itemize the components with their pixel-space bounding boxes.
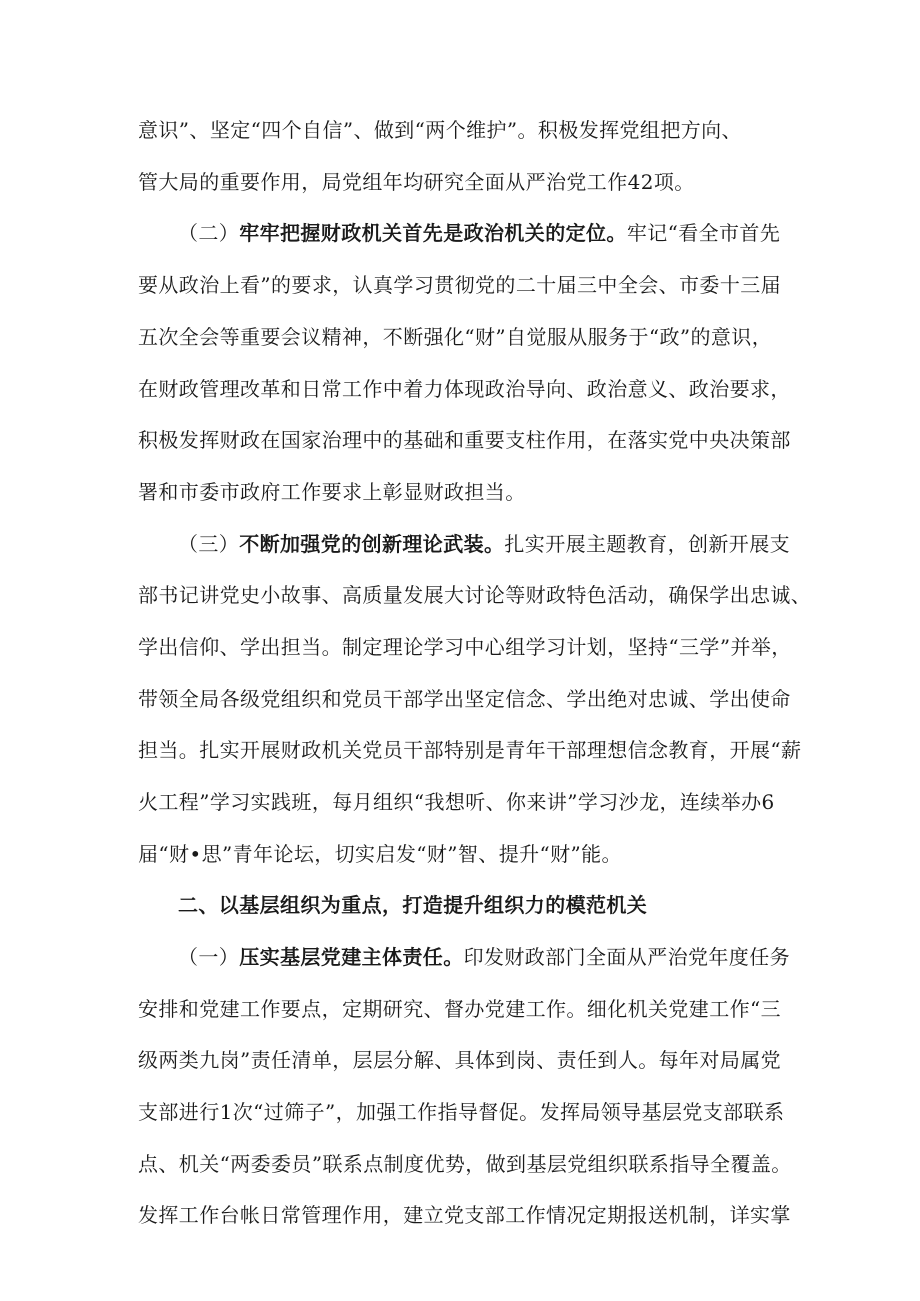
paragraph-line: 安排和党建工作要点，定期研究、督办党建工作。细化机关党建工作“三 [138,997,782,1021]
paragraph-line: 届“财•思”青年论坛，切实启发“财”智、提升“财”能。 [138,842,622,866]
section-number: （二） [178,221,240,245]
section-number: （一） [178,945,240,969]
section-heading: 二、以基层组织为重点，打造提升组织力的模范机关 [178,893,648,917]
paragraph-line [178,216,798,250]
bold-heading: 压实基层党建主体责任。 [239,945,464,969]
paragraph-line: 意识”、坚定“四个自信”、做到“两个维护”。积极发挥党组把方向、 [138,118,742,142]
paragraph-line: 在财政管理改革和日常工作中着力体现政治导向、政治意义、政治要求， [138,377,791,401]
paragraph-line: 学出信仰、学出担当。制定理论学习中心组学习计划，坚持“三学”并举， [138,635,792,659]
paragraph-line [178,527,798,561]
paragraph-text: 印发财政部门全面从严治党年度任务 [463,945,791,969]
paragraph-line: 署和市委市政府工作要求上彰显财政担当。 [138,480,526,504]
paragraph-line: 五次全会等重要会议精神，不断强化“财”自觉服从服务于“政”的意识， [138,325,773,349]
bold-heading: 不断加强党的创新理论武装。 [239,532,505,556]
paragraph-line: 担当。扎实开展财政机关党员干部特别是青年干部理想信念教育，开展“薪 [138,738,802,762]
section-number: （三） [178,532,240,556]
paragraph-line: 发挥工作台帐日常管理作用，建立党支部工作情况定期报送机制，详实掌 [138,1203,791,1227]
paragraph-line: 积极发挥财政在国家治理中的基础和重要支柱作用，在落实党中央决策部 [138,428,791,452]
paragraph-line: 部书记讲党史小故事、高质量发展大讨论等财政特色活动，确保学出忠诚、 [138,583,812,607]
paragraph-line: 带领全局各级党组织和党员干部学出坚定信念、学出绝对忠诚、学出使命 [138,687,791,711]
paragraph-line: 点、机关“两委委员”联系点制度优势，做到基层党组织联系指导全覆盖。 [138,1152,792,1176]
paragraph-line: 级两类九岗”责任清单，层层分解、具体到岗、责任到人。每年对局属党 [138,1048,782,1072]
bold-heading: 牢牢把握财政机关首先是政治机关的定位。 [239,221,627,245]
paragraph-line: 管大局的重要作用，局党组年均研究全面从严治党工作42项。 [138,170,695,194]
paragraph-line: 火工程”学习实践班，每月组织“我想听、你来讲”学习沙龙，连续举办6 [138,790,775,814]
paragraph-line [178,940,798,974]
paragraph-text: 扎实开展主题教育，创新开展支 [504,532,791,556]
paragraph-line: 要从政治上看”的要求，认真学习贯彻党的二十届三中全会、市委十三届 [138,273,782,297]
paragraph-line: 支部进行1次“过筛子”，加强工作指导督促。发挥局领导基层党支部联系 [138,1100,785,1124]
paragraph-text: 牢记“看全市首先 [626,221,781,245]
